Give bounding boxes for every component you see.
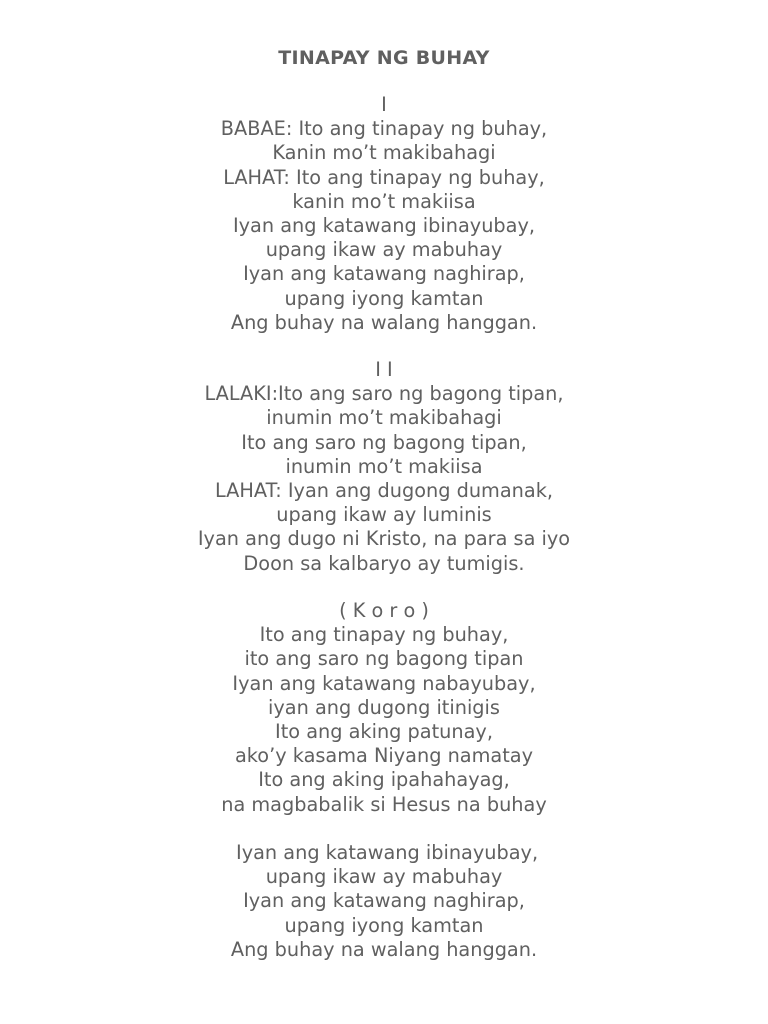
lyric-line: Ang buhay na walang hanggan. [230, 937, 538, 961]
lyric-line: I [381, 93, 387, 116]
lyric-line: Iyan ang katawang naghirap, [243, 889, 525, 913]
lyric-line: Ito ang aking ipahahayag, [258, 768, 510, 792]
lyric-line: Ito ang tinapay ng buhay, [259, 623, 509, 647]
lyric-line: Iyan ang dugo ni Kristo, na para sa iyo [197, 527, 571, 551]
lyric-line: LAHAT: Ito ang tinapay ng buhay, [223, 165, 545, 189]
lyric-line: kanin mo’t makiisa [292, 189, 476, 213]
song-title: TINAPAY NG BUHAY [278, 47, 490, 69]
lyric-line: upang iyong kamtan [284, 913, 484, 937]
stanza-chorus [0, 599, 768, 817]
lyric-line: Iyan ang katawang nabayubay, [232, 671, 536, 695]
stanza-verse-2 [0, 358, 768, 576]
lyric-line: Ang buhay na walang hanggan. [230, 310, 538, 334]
lyric-line: upang ikaw ay mabuhay [265, 238, 503, 262]
lyric-line: Doon sa kalbaryo ay tumigis. [243, 551, 525, 575]
lyric-line: LAHAT: Iyan ang dugong dumanak, [215, 479, 553, 503]
lyric-line: upang ikaw ay luminis [276, 503, 492, 527]
lyric-line: Ito ang saro ng bagong tipan, [241, 430, 527, 454]
lyric-line: inumin mo’t makibahagi [266, 406, 502, 430]
lyric-line: ito ang saro ng bagong tipan [244, 647, 524, 671]
lyric-line: LALAKI:Ito ang saro ng bagong tipan, [204, 382, 564, 406]
stanza-verse-1 [0, 93, 768, 335]
lyric-line: Iyan ang katawang ibinayubay, [232, 214, 536, 238]
lyric-line: inumin mo’t makiisa [285, 454, 483, 478]
lyric-line: BABAE: Ito ang tinapay ng buhay, [220, 117, 548, 141]
lyric-line: ako’y kasama Niyang namatay [234, 744, 533, 768]
lyric-line: Iyan ang katawang ibinayubay, [229, 841, 539, 864]
lyric-line: upang iyong kamtan [284, 286, 484, 310]
lyric-line: na magbabalik si Hesus na buhay [221, 792, 547, 816]
lyric-line: ( K o r o ) [339, 599, 429, 622]
lyric-line: upang ikaw ay mabuhay [265, 865, 503, 889]
stanza-ending [0, 841, 768, 962]
lyric-line: Iyan ang katawang naghirap, [243, 262, 525, 286]
lyric-line: Ito ang aking patunay, [275, 720, 493, 744]
lyric-line: I I [375, 358, 393, 381]
lyric-line: Kanin mo’t makibahagi [272, 141, 496, 165]
lyric-line: iyan ang dugong itinigis [268, 695, 500, 719]
